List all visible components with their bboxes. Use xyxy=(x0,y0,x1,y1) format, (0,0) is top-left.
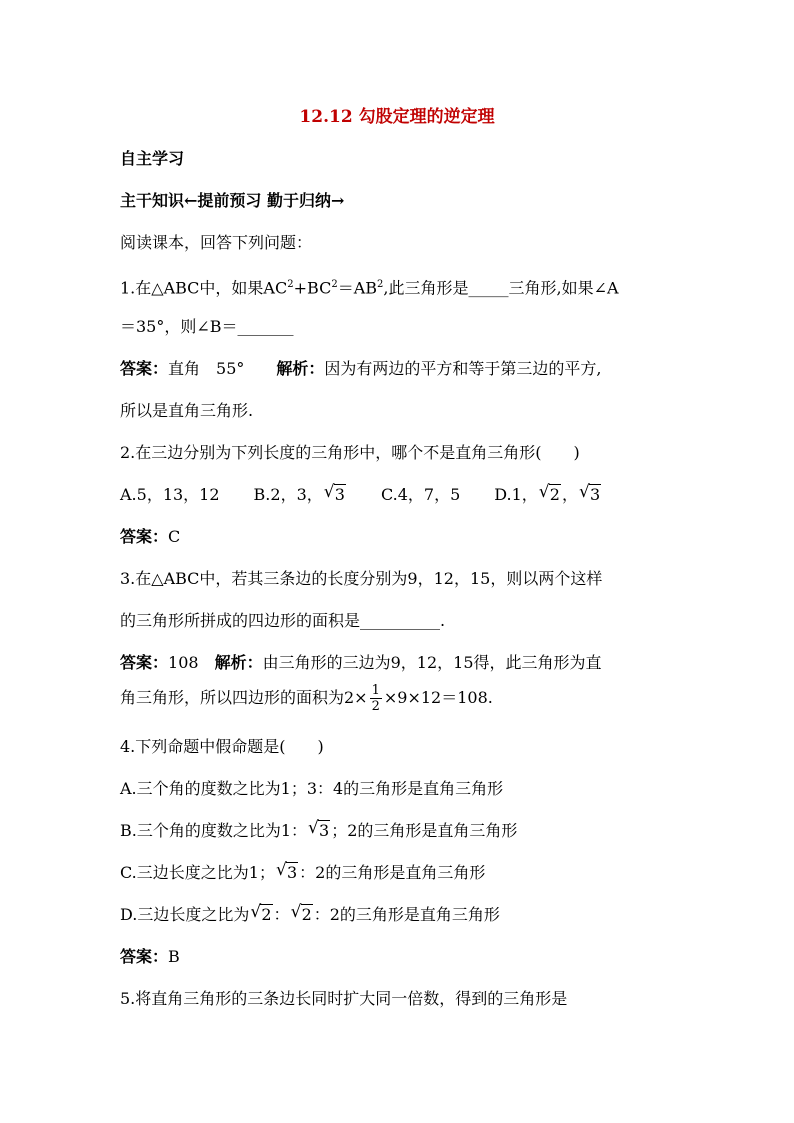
question-4-option-d: D.三边长度之比为 √ 2 ： √ 2 ：2的三角形是直角三角形 xyxy=(120,902,500,924)
question-2-options xyxy=(120,482,680,508)
answer-3: 答案：108 解析：由三角形的三边为9，12，15得，此三角形为直 xyxy=(120,653,602,672)
question-3-line-2: 的三角形所拼成的四边形的面积是__________. xyxy=(120,611,446,630)
answer-3-analysis-cont: 角三角形，所以四边形的面积为2× $\frac{1}{2}$ ×9×12＝108. xyxy=(120,683,493,714)
section-heading: 自主学习 xyxy=(120,149,185,168)
question-3-line-1: 3.在△ABC中，若其三条边的长度分别为9，12，15，则以两个这样 xyxy=(120,569,603,588)
instruction-text: 阅读课本，回答下列问题： xyxy=(120,233,313,252)
question-1-line-2: ＝35°，则∠B＝_______ xyxy=(120,317,294,336)
question-1-line-1: 1.在△ABC中，如果$AC^2+BC^2=AB^2$,此三角形是_____三角形,如果∠A xyxy=(120,278,619,298)
option-a: A.5，13，12 xyxy=(120,485,220,504)
answer-1-analysis-cont: 所以是直角三角形. xyxy=(120,401,254,420)
question-4-stem: 4.下列命题中假命题是( ) xyxy=(120,737,324,756)
answer-4: 答案：B xyxy=(120,947,180,966)
answer-2: 答案：C xyxy=(120,527,181,546)
question-4-option-c: C.三边长度之比为1； √ 3 ：2的三角形是直角三角形 xyxy=(120,860,486,882)
question-2-stem: 2.在三边分别为下列长度的三角形中，哪个不是直角三角形( ) xyxy=(120,443,580,462)
fraction-half: $\frac{1}{2}$ xyxy=(371,683,380,714)
answer-1: 答案：直角 55° 解析：因为有两边的平方和等于第三边的平方, xyxy=(120,359,602,378)
option-c: C.4，7，5 xyxy=(380,485,461,504)
page-title: 12.12 勾股定理的逆定理 xyxy=(299,107,495,127)
question-4-option-b: B.三个角的度数之比为1： √ 3 ；2的三角形是直角三角形 xyxy=(120,818,518,840)
option-b: B.2，3， √ 3 xyxy=(253,482,345,504)
question-5-line-1: 5.将直角三角形的三条边长同时扩大同一倍数，得到的三角形是 xyxy=(120,989,568,1008)
subsection-heading: 主干知识←提前预习 勤于归纳→ xyxy=(120,191,345,210)
option-d: D.1， √ 2 ， √ 3 xyxy=(494,482,601,504)
question-4-option-a: A.三个角的度数之比为1；3：4的三角形是直角三角形 xyxy=(120,779,504,798)
